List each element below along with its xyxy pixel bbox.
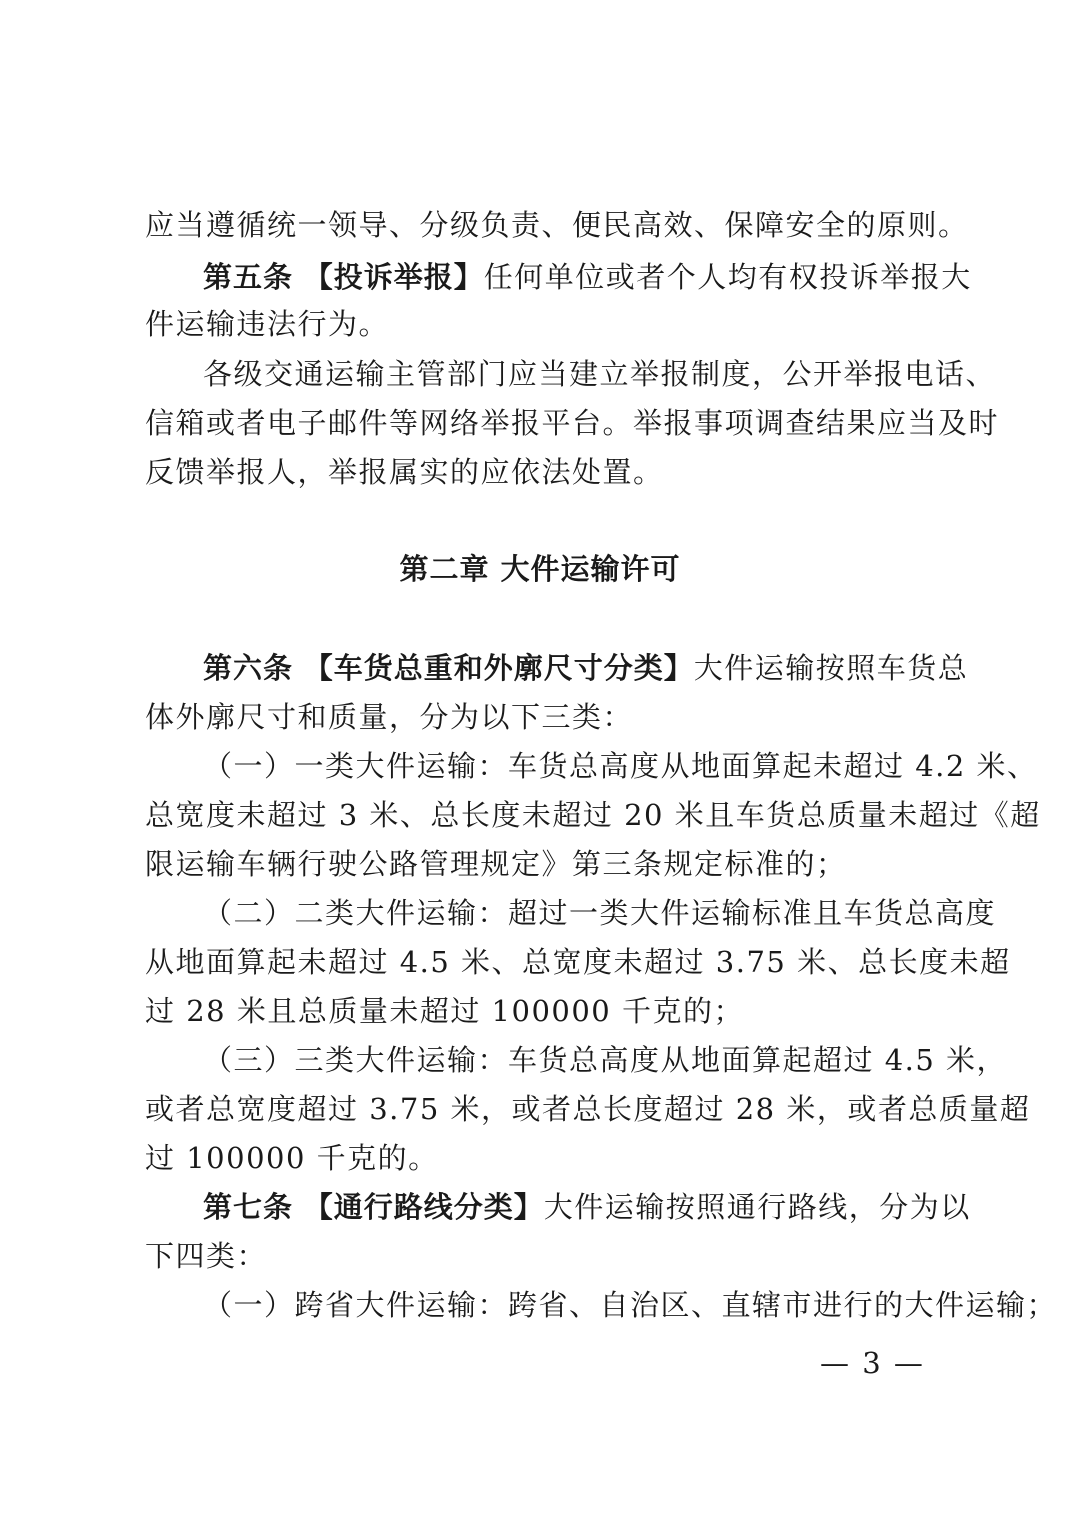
paragraph-line: 从地面算起未超过 4.5 米、总宽度未超过 3.75 米、总长度未超: [145, 945, 1011, 979]
article-7-text: 大件运输按照通行路线，分为以: [543, 1190, 971, 1224]
page-number: — 3 —: [820, 1346, 925, 1380]
paragraph-line: 下四类：: [145, 1239, 268, 1273]
article-7-label: 第七条: [203, 1190, 294, 1224]
article-5-heading-line: [203, 259, 1003, 295]
article-7-title: 【通行路线分类】: [303, 1190, 544, 1224]
paragraph-line: 信箱或者电子邮件等网络举报平台。举报事项调查结果应当及时: [145, 406, 1000, 440]
paragraph-line: （一）一类大件运输：车货总高度从地面算起未超过 4.2 米、: [203, 749, 1038, 783]
paragraph-line: 过 100000 千克的。: [145, 1141, 439, 1175]
article-6-title: 【车货总重和外廓尺寸分类】: [303, 651, 694, 685]
paragraph-line: 限运输车辆行驶公路管理规定》第三条规定标准的；: [145, 847, 847, 881]
article-7-heading-line: [203, 1189, 1003, 1225]
paragraph-line: 体外廓尺寸和质量，分为以下三类：: [145, 700, 634, 734]
article-5-text: 任何单位或者个人均有权投诉举报大: [483, 260, 972, 294]
paragraph-line: 件运输违法行为。: [145, 307, 390, 341]
paragraph-line: （二）二类大件运输：超过一类大件运输标准且车货总高度: [203, 896, 997, 930]
article-5-label: 第五条: [203, 260, 294, 294]
paragraph-line: 或者总宽度超过 3.75 米，或者总长度超过 28 米，或者总质量超: [145, 1092, 1031, 1126]
paragraph-line: 应当遵循统一领导、分级负责、便民高效、保障安全的原则。: [145, 208, 969, 242]
paragraph-line: （三）三类大件运输：车货总高度从地面算起超过 4.5 米，: [203, 1043, 1008, 1077]
paragraph-line: 反馈举报人，举报属实的应依法处置。: [145, 455, 664, 489]
paragraph-line: 各级交通运输主管部门应当建立举报制度，公开举报电话、: [203, 357, 997, 391]
paragraph-line: 过 28 米且总质量未超过 100000 千克的；: [145, 994, 744, 1028]
article-6-heading-line: [203, 650, 1003, 686]
article-5-title: 【投诉举报】: [303, 260, 484, 294]
article-6-text: 大件运输按照车货总: [693, 651, 969, 685]
paragraph-line: 总宽度未超过 3 米、总长度未超过 20 米且车货总质量未超过《超: [145, 798, 1041, 832]
article-6-label: 第六条: [203, 651, 294, 685]
chapter-title: 第二章 大件运输许可: [399, 552, 681, 586]
paragraph-line: （一）跨省大件运输：跨省、自治区、直辖市进行的大件运输；: [203, 1288, 1058, 1322]
